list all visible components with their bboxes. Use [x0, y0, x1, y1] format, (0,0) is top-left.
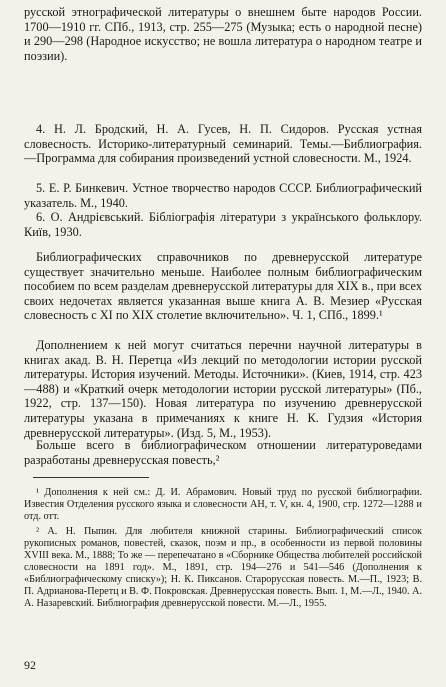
list-item-4: 4. Н. Л. Бродский, Н. А. Гусев, Н. П. Сидоров. Русская устная словесность. Историко-литературный семинарий. Темы.—Библиография.—Программа для собирания произведений устной словесности. М., 1924. — [24, 122, 422, 166]
list-item-6: 6. О. Андрiєвський. Бiблiографiя лiтератури з украïнського фольклору. Киïв, 1930. — [24, 210, 422, 239]
footnote-2: ² А. Н. Пыпин. Для любителя книжной старины. Библиографический список рукописных романов, повестей, сказок, поэм и пр., в особенности из первой половины XVIII века. М., 1888; То же — перепечатано в «Сборнике Общества любителей российской словесности на 1891 год». М., 1891, стр. 194—276 и 541—546 (Дополнения к «Библиографическому списку»); Н. К. Пиксанов. Старорусская повесть. М.—П., 1923; В. П. Адрианова-Перетц и В. Ф. Покровская. Древнерусская повесть. Вып. 1, М.—Л., 1940. А. А. Назаревский. Библиография древнерусской повести. М.—Л., 1955. — [24, 526, 422, 609]
paragraph-bibliographic-guides: Библиографических справочников по древнерусской литературе существует значительно меньше. Наиболее полным библиографическим пособием по всем разделам древнерусской литературы для XIX в., при всех своих недочетах является указанная выше книга А. В. Мезиер «Русская словесность с XI по XIX столетие включительно». Ч. 1, СПб., 1899.¹ — [24, 250, 422, 323]
page-number: 92 — [24, 658, 36, 672]
footnote-divider — [33, 477, 149, 478]
intro-paragraph: русской этнографической литературы о внешнем быте народов России. 1700—1910 гг. СПб., 1913, стр. 255—275 (Музыка; есть о народной песне) и 290—298 (Народное искусство; не вошла литература о народном театре и поэзии). — [24, 5, 422, 63]
list-item-5: 5. Е. Р. Бинкевич. Устное творчество народов СССР. Библиографический указатель. М., 1940. — [24, 181, 422, 210]
paragraph-old-russian-tale: Больше всего в библиографическом отношении литературоведами разработаны древнерусская повесть,² — [24, 438, 422, 467]
footnote-1: ¹ Дополнения к ней см.: Д. И. Абрамович. Новый труд по русской библиографии. Известия Отделения русского языка и словесности АН, т. V, кн. 4, 1900, стр. 1272—1288 и отд. отт. — [24, 487, 422, 522]
paragraph-supplements: Дополнением к ней могут считаться перечни научной литературы в книгах акад. В. Н. Перетца «Из лекций по методологии истории русской литературы. История изучений. Методы. Источники». (Киев, 1914, стр. 423—488) и «Краткий очерк методологии истории русской литературы» (Пб., 1922, стр. 137—150). Новая литература по изучению древнерусской литературы указана в примечаниях к книге Н. К. Гудзия «История древнерусской литературы». (Изд. 5, М., 1953). — [24, 338, 422, 440]
